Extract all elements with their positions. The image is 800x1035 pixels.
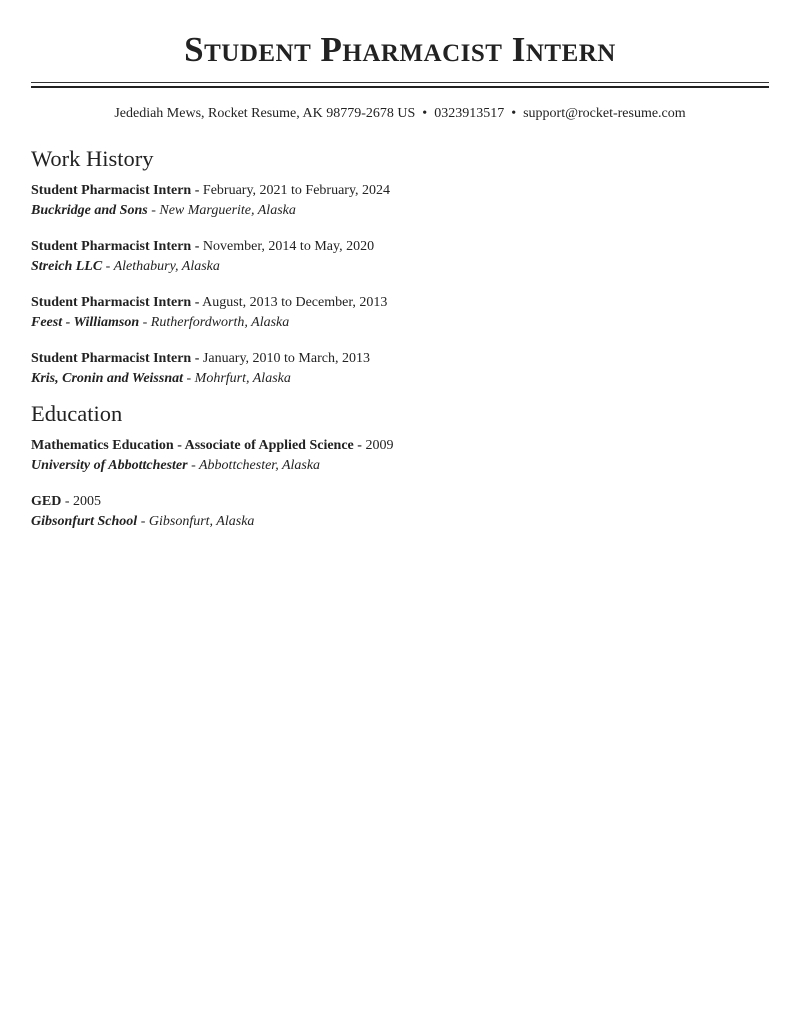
- school-name: Gibsonfurt School: [31, 514, 138, 529]
- company-location: Alethabury, Alaska: [113, 259, 220, 274]
- degree-name: GED: [31, 494, 62, 509]
- dash: -: [151, 203, 156, 218]
- job-title: Student Pharmacist Intern: [31, 351, 192, 366]
- degree-year: 2005: [73, 494, 102, 509]
- dash: -: [194, 295, 200, 310]
- degree-year: 2009: [365, 438, 394, 453]
- title-divider-thick: [31, 86, 769, 88]
- education-entry: [31, 436, 769, 476]
- job-dates: February, 2021 to February, 2024: [202, 183, 391, 198]
- school-location: Abbottchester, Alaska: [199, 458, 321, 473]
- degree-name: Mathematics Education - Associate of Applied Science: [31, 438, 354, 453]
- dash: -: [186, 371, 192, 386]
- contact-line: [31, 105, 769, 123]
- contact-address: Jedediah Mews, Rocket Resume, AK 98779-2678 US: [114, 106, 416, 121]
- company-location: Rutherfordworth, Alaska: [150, 315, 290, 330]
- education-heading: Education: [31, 401, 123, 426]
- contact-email: support@rocket-resume.com: [523, 106, 686, 121]
- contact-separator: •: [422, 106, 428, 121]
- company-name: Feest - Williamson: [31, 315, 140, 330]
- dash: -: [357, 438, 362, 453]
- work-entry: [31, 237, 769, 277]
- job-title: Student Pharmacist Intern: [31, 295, 192, 310]
- education-list: [31, 436, 769, 532]
- work-history-heading: Work History: [31, 146, 154, 171]
- work-entry: [31, 181, 769, 221]
- company-location: New Marguerite, Alaska: [159, 203, 296, 218]
- dash: -: [105, 259, 111, 274]
- title-divider-thin: [31, 82, 769, 83]
- dash: -: [194, 351, 200, 366]
- job-dates: November, 2014 to May, 2020: [202, 239, 375, 254]
- job-title: Student Pharmacist Intern: [31, 239, 192, 254]
- resume-title: Student Pharmacist Intern: [184, 30, 616, 69]
- dash: -: [142, 315, 148, 330]
- job-dates: August, 2013 to December, 2013: [202, 295, 388, 310]
- work-history-list: [31, 181, 769, 389]
- company-name: Kris, Cronin and Weissnat: [31, 371, 183, 386]
- company-location: Mohrfurt, Alaska: [194, 371, 291, 386]
- dash: -: [140, 514, 146, 529]
- dash: -: [191, 458, 196, 473]
- work-entry: [31, 293, 769, 333]
- contact-separator: •: [511, 106, 517, 121]
- dash: -: [194, 239, 200, 254]
- education-entry: [31, 492, 769, 532]
- school-name: University of Abbottchester: [31, 458, 188, 473]
- job-dates: January, 2010 to March, 2013: [202, 351, 370, 366]
- school-location: Gibsonfurt, Alaska: [148, 514, 255, 529]
- company-name: Buckridge and Sons: [31, 203, 148, 218]
- work-entry: [31, 349, 769, 389]
- job-title: Student Pharmacist Intern: [31, 183, 192, 198]
- contact-phone: 0323913517: [434, 106, 505, 121]
- company-name: Streich LLC: [31, 259, 103, 274]
- dash: -: [194, 183, 200, 198]
- dash: -: [64, 494, 70, 509]
